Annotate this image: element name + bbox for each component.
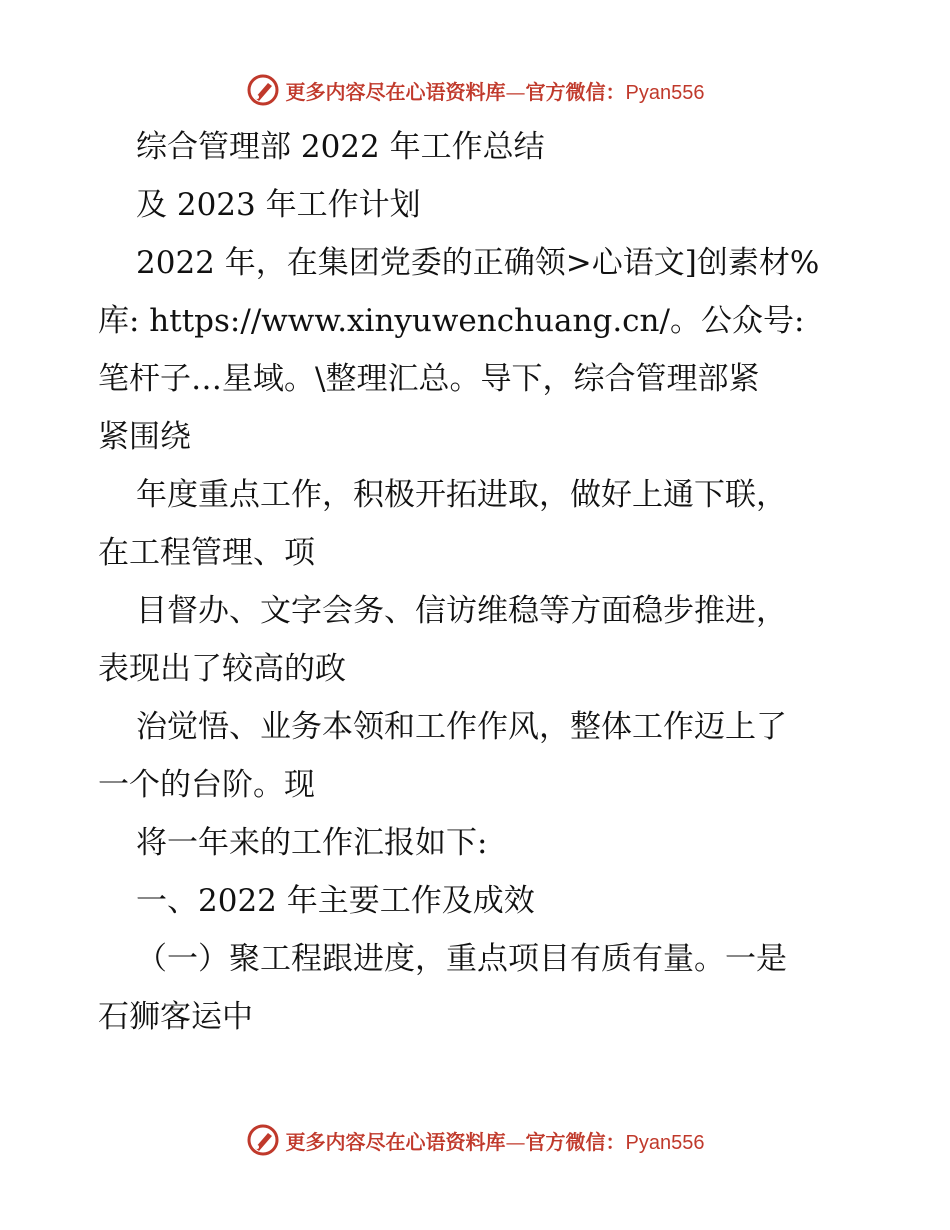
- text-line: 一、2022 年主要工作及成效: [136, 883, 535, 919]
- header-watermark: [0, 70, 950, 110]
- pen-logo-icon: [246, 1123, 280, 1157]
- text-line: 将一年来的工作汇报如下:: [136, 825, 488, 861]
- pen-logo-icon: [246, 73, 280, 107]
- text-line: 治觉悟、业务本领和工作作风，整体工作迈上了: [136, 709, 787, 745]
- text-line: 2022 年，在集团党委的正确领>心语文]创素材%: [136, 245, 820, 281]
- text-line: 表现出了较高的政: [98, 651, 346, 687]
- text-line: 目督办、文字会务、信访维稳等方面稳步推进，: [136, 593, 787, 629]
- document-body: [98, 118, 868, 1046]
- text-line: 及 2023 年工作计划: [136, 187, 421, 223]
- text-line: （一）聚工程跟进度，重点项目有质有量。一是: [136, 941, 787, 977]
- watermark-text: 更多内容尽在心语资料库—官方微信：Pyan556: [285, 1129, 705, 1154]
- text-line: 库: https://www.xinyuwenchuang.cn/。公众号:: [98, 303, 805, 339]
- text-line: 紧围绕: [98, 419, 191, 455]
- text-line: 石狮客运中: [98, 999, 253, 1035]
- text-line: 笔杆子…星域。\整理汇总。导下，综合管理部紧: [98, 361, 760, 397]
- text-line: 在工程管理、项: [98, 535, 315, 571]
- text-line: 年度重点工作，积极开拓进取，做好上通下联，: [136, 477, 787, 513]
- text-line: 综合管理部 2022 年工作总结: [136, 129, 545, 165]
- text-line: 一个的台阶。现: [98, 767, 315, 803]
- watermark-text: 更多内容尽在心语资料库—官方微信：Pyan556: [285, 79, 705, 104]
- footer-watermark: [0, 1120, 950, 1160]
